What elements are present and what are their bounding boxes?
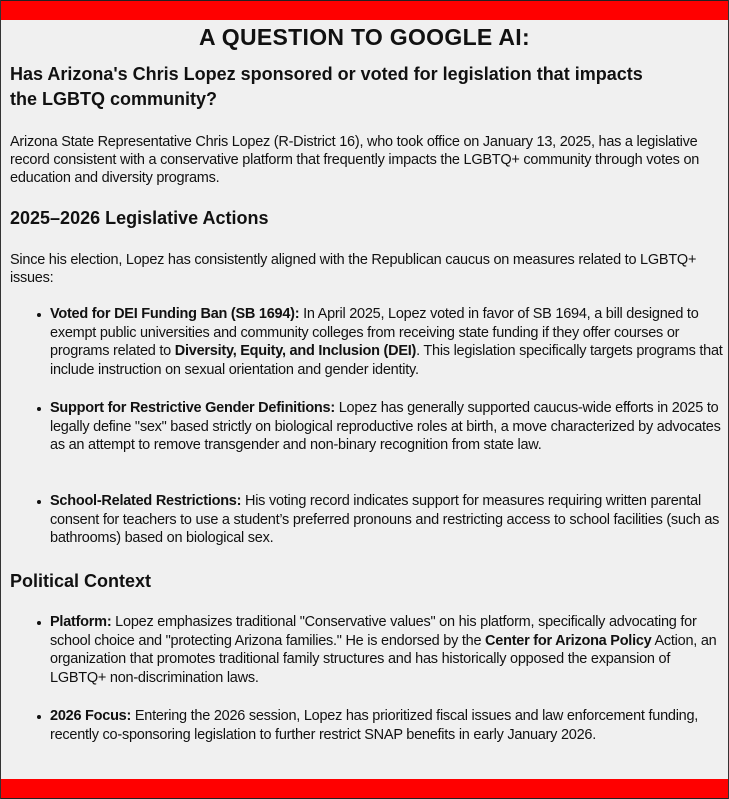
bottom-red-bar [1, 779, 728, 799]
item-label: Voted for DEI Funding Ban (SB 1694): [50, 306, 300, 322]
section-heading-legislative-actions: 2025–2026 Legislative Actions [10, 208, 269, 228]
section-lead-paragraph: Since his election, Lopez has consistently aligned with the Republican caucus on measures related to LGBTQ+ issues: [10, 252, 697, 286]
item-text: Lopez emphasizes traditional "Conservative values" on his platform, specifically advocating for school choice and "protecting Arizona families." He is endorsed by the [50, 614, 697, 649]
item-text: His voting record indicates support for measures requiring written parental consent for teachers to use a student’s preferred pronouns and restricting access to school facilities (such as bathrooms) based on biological sex. [50, 493, 720, 546]
item-bold-text: Diversity, Equity, and Inclusion (DEI) [174, 343, 417, 359]
page-title: A QUESTION TO GOOGLE AI: [199, 24, 530, 50]
item-label: Support for Restrictive Gender Definitions: [50, 400, 335, 416]
item-text: Lopez has generally supported caucus-wide efforts in 2025 to legally define "sex" based strictly on biological reproductive roles at birth, a move characterized by advocates as an attempt to remove transgender and non-binary recognition from state law. [50, 400, 721, 453]
item-label: School-Related Restrictions: [50, 493, 242, 509]
item-text: Entering the 2026 session, Lopez has prioritized fiscal issues and law enforcement funding, recently co-sponsoring legislation to further restrict SNAP benefits in early January 2026. [50, 708, 699, 743]
list-item-gender-definitions [50, 399, 725, 455]
list-item-school-restrictions [50, 492, 725, 548]
item-text-end: . This legislation specifically targets programs that include instruction on sexual orientation and gender identity. [50, 343, 723, 378]
item-text-end: Action, an organization that promotes traditional family structures and has historically opposed the expansion of LGBTQ+ non-discrimination laws. [50, 632, 717, 686]
question-heading: Has Arizona's Chris Lopez sponsored or voted for legislation that impacts the LGBTQ community? [10, 64, 643, 109]
list-item-dei-funding-ban [50, 305, 725, 379]
intro-paragraph: Arizona State Representative Chris Lopez (R-District 16), who took office on January 13, 2025, has a legislative record consistent with a conservative platform that frequently impacts the LGBTQ+ community through votes on education and diversity programs. [10, 134, 700, 186]
list-item-2026-focus [50, 707, 725, 744]
item-label: 2026 Focus: [50, 708, 132, 724]
item-bold-text: Center for Arizona Policy [485, 632, 652, 649]
item-label: Platform: [50, 614, 112, 630]
top-red-bar [1, 0, 728, 20]
list-item-platform [50, 613, 725, 687]
item-text: In April 2025, Lopez voted in favor of SB 1694, a bill designed to exempt public universities and community colleges from receiving state funding if they offer courses or programs related to [50, 306, 699, 359]
section-heading-political-context: Political Context [10, 571, 152, 591]
